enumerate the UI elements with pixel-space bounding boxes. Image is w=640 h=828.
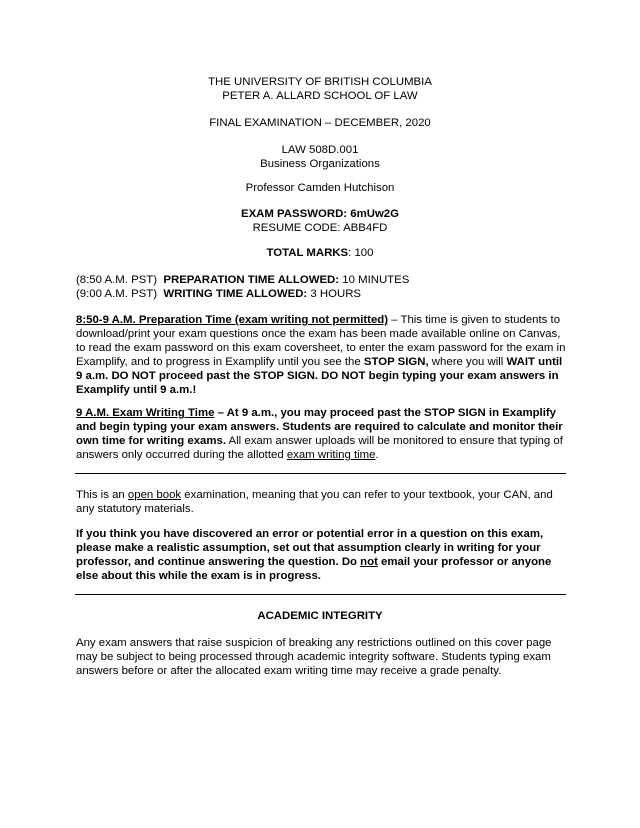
writing-time-row: (9:00 A.M. PST) WRITING TIME ALLOWED: 3 HOURS [76, 288, 362, 300]
preparation-time-heading: 8:50-9 A.M. Preparation Time (exam writing not permitted) [76, 314, 389, 326]
section-divider [75, 594, 566, 595]
professor-name: Professor Camden Hutchison [245, 182, 395, 194]
course-name: Business Organizations [260, 158, 380, 170]
institution-header [0, 75, 640, 103]
time-allowances [76, 273, 566, 301]
exam-password: EXAM PASSWORD: 6mUw2G [240, 208, 399, 220]
resume-code: RESUME CODE: ABB4FD [252, 222, 388, 234]
university-name: THE UNIVERSITY OF BRITISH COLUMBIA [208, 76, 432, 88]
exam-title: FINAL EXAMINATION – DECEMBER, 2020 [209, 117, 431, 129]
open-book-note: This is an open book examination, meaning that you can refer to your textbook, your CAN, and any statutory materials. [76, 489, 553, 515]
course-code: LAW 508D.001 [281, 144, 359, 156]
writing-time-heading: 9 A.M. Exam Writing Time [76, 407, 215, 419]
writing-time-section: 9 A.M. Exam Writing Time – At 9 a.m., you may proceed past the STOP SIGN in Examplify and begin typing your exam answers. Students are required to calculate and monitor their own time for writing exams. All exam answer uploads will be monitored to ensure that typing of answers only occurred during the allotted exam writing time. [76, 407, 563, 461]
section-divider [75, 473, 566, 474]
academic-integrity-heading: ACADEMIC INTEGRITY [257, 610, 383, 622]
total-marks: TOTAL MARKS: 100 [266, 247, 374, 259]
academic-integrity-text: Any exam answers that raise suspicion of breaking any restrictions outlined on this cover page may be subject to being processed through academic integrity software. Students typing exam answers before or after the allocated exam writing time may receive a grade penalty. [76, 637, 552, 677]
school-name: PETER A. ALLARD SCHOOL OF LAW [222, 90, 418, 102]
exam-credentials [0, 207, 640, 235]
error-instructions: If you think you have discovered an error or potential error in a question on this exam, please make a realistic assumption, set out that assumption clearly in writing for your professor, and continue answering the question. Do not email your professor or anyone else about this while the exam is in progress. [76, 528, 552, 582]
preparation-time-row: (8:50 A.M. PST) PREPARATION TIME ALLOWED: 10 MINUTES [76, 274, 410, 286]
preparation-time-section: 8:50-9 A.M. Preparation Time (exam writing not permitted) – This time is given to students to download/print your exam questions once the exam has been made available online on Canvas, to read the exam password on this exam coversheet, to enter the exam password for the exam in Examplify, and to progress in Examplify until you see the STOP SIGN, where you will WAIT until 9 a.m. DO NOT proceed past the STOP SIGN. DO NOT begin typing your exam answers in Examplify until 9 a.m.! [76, 314, 566, 396]
course-info [0, 143, 640, 171]
